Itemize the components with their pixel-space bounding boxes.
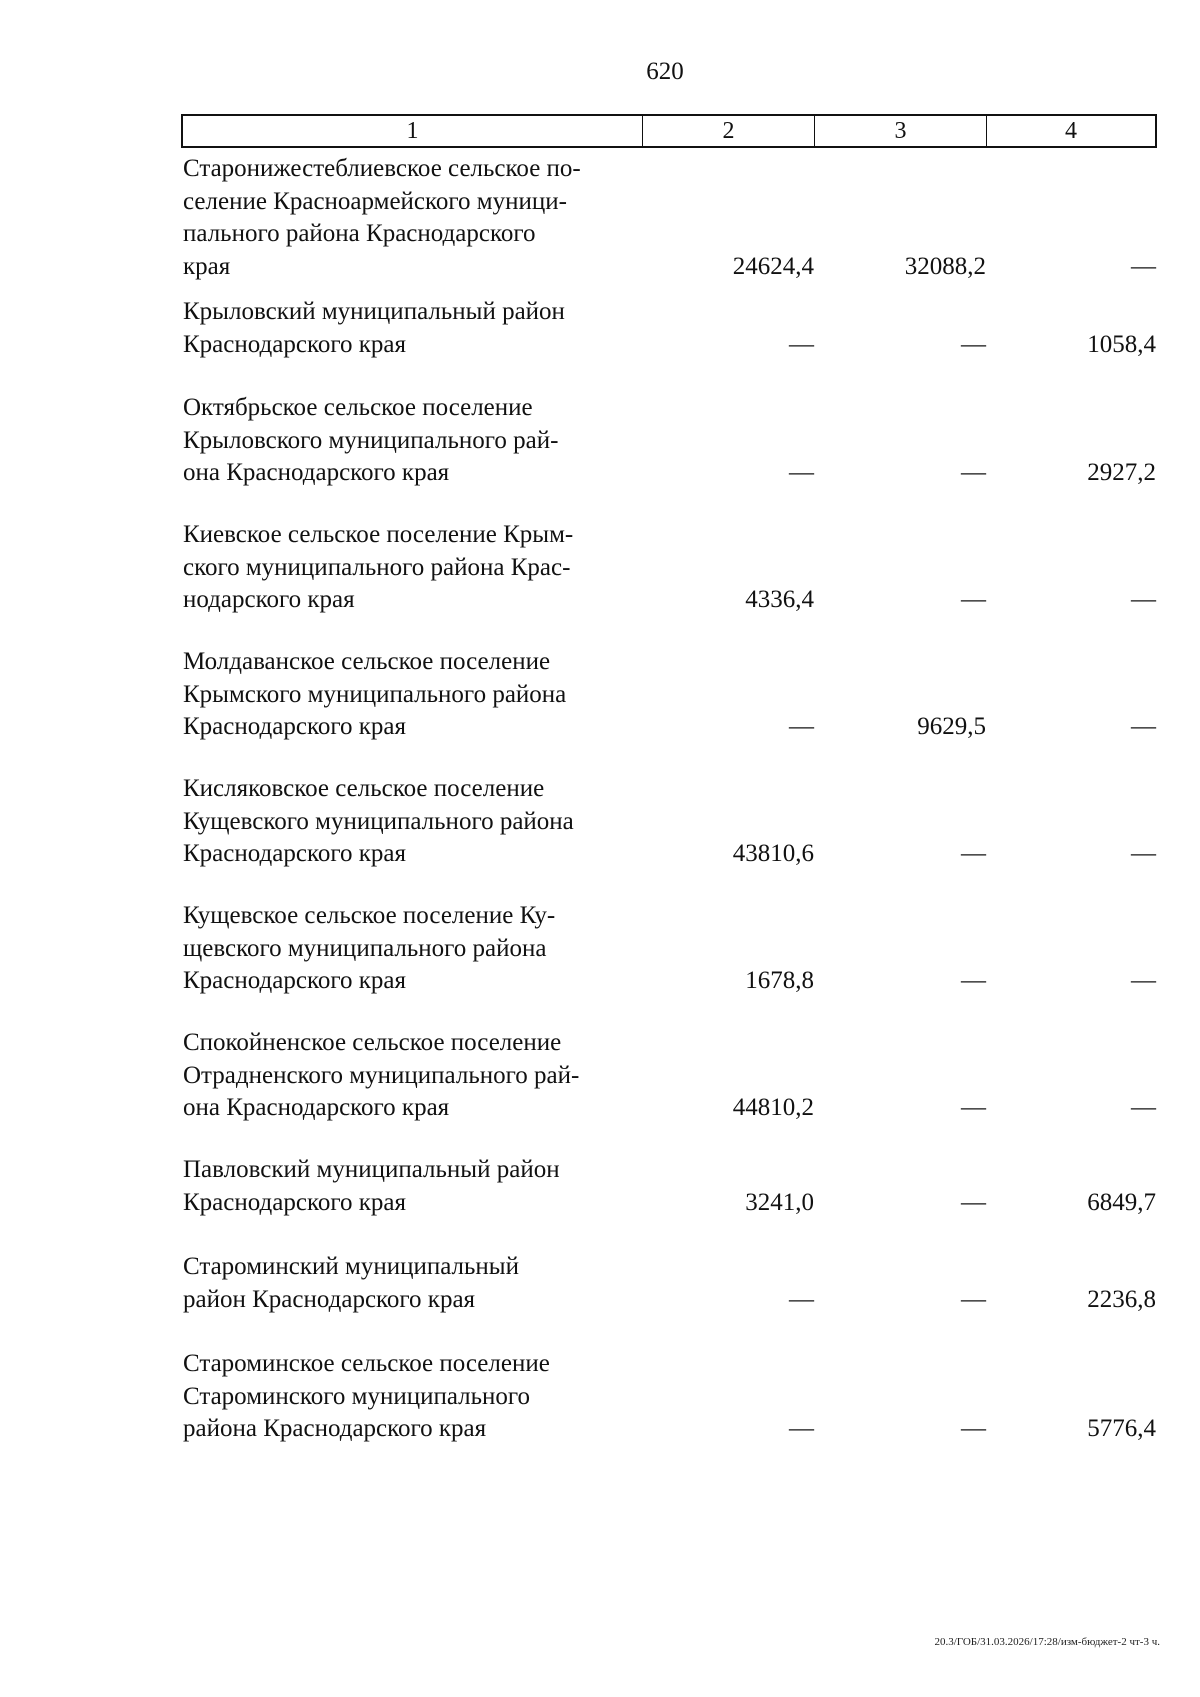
row-name bbox=[183, 773, 643, 871]
row-name-line: Краснодарского края bbox=[183, 967, 406, 994]
row-name-line: селение Красноармейского муници- bbox=[183, 187, 567, 215]
cell-column-2: 3241,0 bbox=[745, 1188, 814, 1216]
cell-column-2: — bbox=[789, 330, 814, 358]
document-footer-code: 20.3/ГОБ/31.03.2026/17:28/изм-бюджет-2 чт-3 ч. bbox=[934, 1636, 1160, 1648]
cell-column-2: 24624,4 bbox=[732, 252, 814, 280]
row-name-line: Крымского муниципального района bbox=[183, 680, 567, 708]
cell-column-2: 4336,4 bbox=[745, 586, 814, 613]
row-name bbox=[183, 296, 643, 361]
cell-column-2: 1678,8 bbox=[745, 967, 814, 994]
row-name-line: пального района Краснодарского bbox=[183, 220, 536, 247]
cell-column-2: — bbox=[789, 1285, 814, 1313]
cell-column-3: 9629,5 bbox=[917, 713, 986, 740]
row-name-line: Краснодарского края bbox=[183, 713, 406, 740]
cell-column-4: 6849,7 bbox=[1087, 1188, 1156, 1216]
cell-column-2: — bbox=[789, 459, 814, 486]
row-name bbox=[183, 153, 643, 283]
row-name-line: Отрадненского муниципального рай- bbox=[183, 1061, 580, 1089]
row-name-line: Краснодарского края bbox=[183, 1188, 406, 1216]
row-name-line: Старонижестеблиевское сельское по- bbox=[183, 155, 581, 182]
row-name bbox=[183, 1348, 643, 1446]
cell-column-3: — bbox=[961, 1188, 986, 1216]
cell-column-4: — bbox=[1131, 252, 1156, 280]
cell-column-2: 43810,6 bbox=[732, 840, 814, 867]
row-name-line: щевского муниципального района bbox=[183, 934, 547, 962]
row-name-line: Молдаванское сельское поселение bbox=[183, 648, 551, 675]
row-name-line: края bbox=[183, 252, 231, 280]
row-name bbox=[183, 1027, 643, 1125]
cell-column-4: 1058,4 bbox=[1087, 330, 1156, 358]
cell-column-2: 44810,2 bbox=[732, 1094, 814, 1121]
row-name bbox=[183, 1251, 643, 1316]
row-name-line: района Краснодарского края bbox=[183, 1415, 487, 1442]
header-cell-2: 2 bbox=[643, 116, 815, 146]
row-name-line: Староминское сельское поселение bbox=[183, 1350, 550, 1377]
cell-column-4: — bbox=[1131, 713, 1156, 740]
row-name-line: нодарского края bbox=[183, 586, 355, 613]
row-name-line: район Краснодарского края bbox=[183, 1285, 476, 1313]
header-cell-1: 1 bbox=[183, 116, 643, 146]
row-name-line: Спокойненское сельское поселение bbox=[183, 1029, 562, 1056]
row-name-line: она Краснодарского края bbox=[183, 1094, 450, 1121]
cell-column-4: 2236,8 bbox=[1087, 1285, 1156, 1313]
cell-column-3: — bbox=[961, 1415, 986, 1442]
cell-column-4: 2927,2 bbox=[1087, 459, 1156, 486]
row-name-line: Краснодарского края bbox=[183, 330, 406, 358]
cell-column-4: — bbox=[1131, 840, 1156, 867]
page-number: 620 bbox=[646, 58, 684, 85]
row-name-line: Крыловский муниципальный район bbox=[183, 298, 565, 325]
cell-column-3: 32088,2 bbox=[904, 252, 986, 280]
cell-column-3: — bbox=[961, 330, 986, 358]
cell-column-3: — bbox=[961, 1094, 986, 1121]
cell-column-2: — bbox=[789, 713, 814, 740]
row-name-line: Павловский муниципальный район bbox=[183, 1156, 560, 1183]
row-name-line: ского муниципального района Крас- bbox=[183, 553, 571, 581]
row-name bbox=[183, 646, 643, 744]
row-name-line: Староминского муниципального bbox=[183, 1382, 531, 1410]
cell-column-3: — bbox=[961, 967, 986, 994]
cell-column-4: 5776,4 bbox=[1087, 1415, 1156, 1442]
row-name bbox=[183, 519, 643, 617]
cell-column-4: — bbox=[1131, 586, 1156, 613]
cell-column-3: — bbox=[961, 459, 986, 486]
row-name-line: Краснодарского края bbox=[183, 840, 406, 867]
row-name-line: Кущевское сельское поселение Ку- bbox=[183, 902, 556, 929]
cell-column-3: — bbox=[961, 586, 986, 613]
cell-column-4: — bbox=[1131, 967, 1156, 994]
row-name-line: Кущевского муниципального района bbox=[183, 807, 574, 835]
row-name bbox=[183, 900, 643, 998]
cell-column-3: — bbox=[961, 840, 986, 867]
row-name-line: Крыловского муниципального рай- bbox=[183, 426, 559, 454]
row-name bbox=[183, 1154, 643, 1219]
cell-column-2: — bbox=[789, 1415, 814, 1442]
row-name-line: Октябрьское сельское поселение bbox=[183, 394, 533, 421]
row-name bbox=[183, 392, 643, 490]
cell-column-4: — bbox=[1131, 1094, 1156, 1121]
cell-column-3: — bbox=[961, 1285, 986, 1313]
header-cell-4: 4 bbox=[1065, 118, 1077, 144]
row-name-line: она Краснодарского края bbox=[183, 459, 450, 486]
row-name-line: Староминский муниципальный bbox=[183, 1253, 519, 1280]
row-name-line: Киевское сельское поселение Крым- bbox=[183, 521, 574, 548]
header-cell-3: 3 bbox=[815, 116, 987, 146]
row-name-line: Кисляковское сельское поселение bbox=[183, 775, 545, 802]
